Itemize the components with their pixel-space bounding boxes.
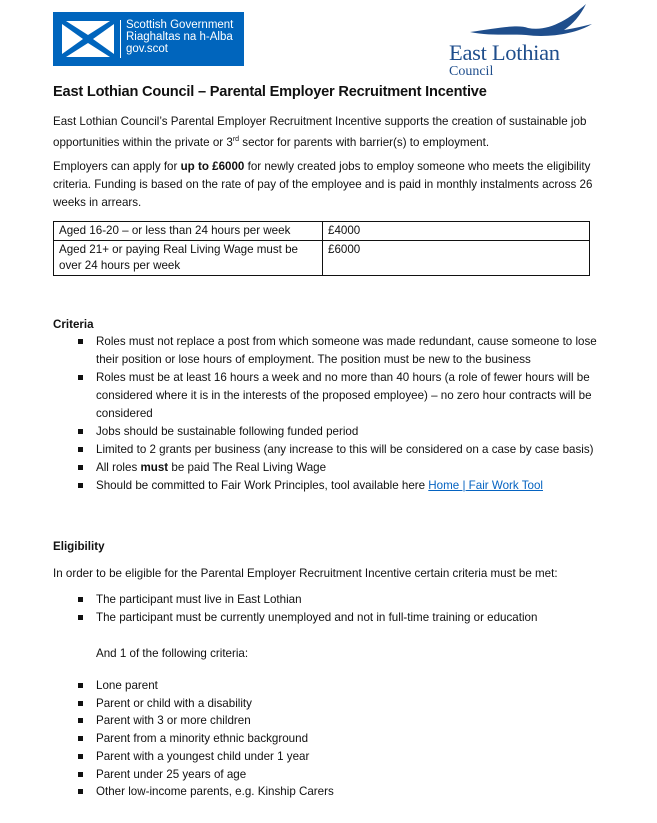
list-item: Roles must be at least 16 hours a week and no more than 40 hours (a role of fewer hours will be considered where it is in the interests of the proposed employee) – no zero hour contracts will be considered — [78, 369, 608, 423]
list-item: Other low-income parents, e.g. Kinship Carers — [78, 783, 608, 801]
list-item: Jobs should be sustainable following funded period — [78, 423, 608, 441]
council-sub: Council — [449, 64, 494, 79]
table-row: Aged 16-20 – or less than 24 hours per week £4000 — [54, 222, 590, 241]
list-item: Should be committed to Fair Work Principles, tool available here Home | Fair Work Tool — [78, 477, 608, 495]
list-item: The participant must be currently unemployed and not in full-time training or education — [78, 609, 608, 627]
eligibility-intro: In order to be eligible for the Parental Employer Recruitment Incentive certain criteria must be met: — [53, 567, 558, 580]
fair-work-tool-link[interactable]: Home | Fair Work Tool — [428, 479, 543, 492]
list-item: Parent from a minority ethnic background — [78, 730, 608, 748]
council-name: East Lothian — [449, 40, 560, 65]
east-lothian-council-logo — [448, 0, 608, 82]
list-item: Parent with a youngest child under 1 year — [78, 748, 608, 766]
list-item: Parent under 25 years of age — [78, 766, 608, 784]
required-criteria-list — [78, 591, 608, 626]
logo-text: gov.scot — [126, 43, 168, 55]
and-text: And 1 of the following criteria: — [96, 647, 249, 660]
list-item: Parent with 3 or more children — [78, 712, 608, 730]
list-item: Roles must not replace a post from which someone was made redundant, cause someone to lose their position or lose hours of employment. The position must be new to the business — [78, 333, 608, 369]
funding-paragraph: Employers can apply for up to £6000 for newly created jobs to employ someone who meets the eligibility criteria. Funding is based on the rate of pay of the employee and is paid in monthly instalments across 26 weeks in arrears. — [53, 160, 593, 209]
list-item: The participant must live in East Lothian — [78, 591, 608, 609]
criteria-heading: Criteria — [53, 318, 94, 331]
list-item: Parent or child with a disability — [78, 695, 608, 713]
list-item: All roles must be paid The Real Living Wage — [78, 459, 608, 477]
logo-text: Riaghaltas na h-Alba — [126, 31, 233, 43]
list-item: Limited to 2 grants per business (any increase to this will be considered on a case by case basis) — [78, 441, 608, 459]
criteria-list — [78, 333, 608, 495]
eligibility-heading: Eligibility — [53, 540, 105, 553]
logo-text: Scottish Government — [126, 19, 234, 31]
table-row: Aged 21+ or paying Real Living Wage must be over 24 hours per week £6000 — [54, 241, 590, 276]
scottish-government-logo — [53, 12, 244, 66]
list-item: Lone parent — [78, 677, 608, 695]
funding-table — [53, 221, 590, 276]
page-title: East Lothian Council – Parental Employer Recruitment Incentive — [53, 84, 487, 100]
intro-paragraph: East Lothian Council’s Parental Employer Recruitment Incentive supports the creation of sustainable job opportunities within the private or 3rd sector for parents with barrier(s) to employment. — [53, 115, 587, 149]
bird-emblem-icon — [468, 2, 598, 40]
optional-criteria-list — [78, 677, 608, 801]
saltire-flag-icon — [62, 21, 114, 57]
